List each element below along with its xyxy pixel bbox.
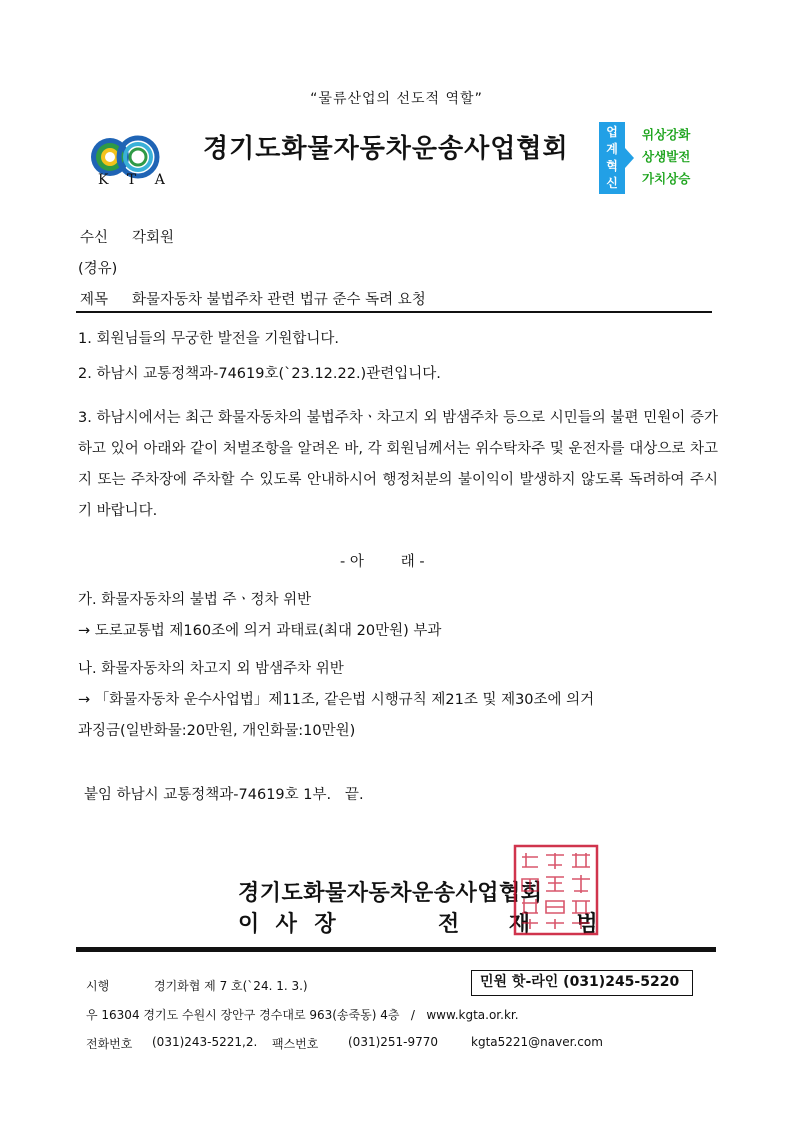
email-link[interactable]: kgta5221@naver.com	[471, 1035, 603, 1049]
item-ga-detail: → 도로교통법 제160조에 의거 과태료(최대 20만원) 부과	[78, 623, 442, 639]
signature-org: 경기도화물자동차운송사업협회	[238, 881, 543, 906]
footer-divider	[76, 947, 716, 952]
phone-label: 전화번호	[86, 1037, 133, 1051]
subject: 화물자동차 불법주차 관련 법규 준수 독려 요청	[132, 292, 426, 308]
logo-text: K T A	[98, 172, 172, 188]
subject-label: 제목	[80, 292, 109, 308]
slogan: “물류산업의 선도적 역할”	[310, 91, 483, 107]
badge-item: 가치상승	[642, 171, 691, 186]
phone: (031)243-5221,2.	[152, 1035, 258, 1049]
org-title: 경기도화물자동차운송사업협회	[203, 134, 569, 164]
recipient-label: 수신	[80, 230, 109, 246]
item-na-detail-2: 과징금(일반화물:20만원, 개인화물:10만원)	[78, 723, 356, 739]
issue-number: 경기화협 제 7 호(`24. 1. 3.)	[154, 979, 308, 993]
badge-item: 위상강화	[642, 127, 691, 142]
recipient: 각회원	[132, 230, 175, 246]
paragraph-3: 3. 하남시에서는 최근 화물자동차의 불법주차ㆍ차고지 외 밤샘주차 등으로 시민들의 불편 민원이 증가하고 있어 아래와 같이 처벌조항을 알려온 바, 각 회원님께서는 위수탁차주 및 운전자를 대상으로 차고지 또는 주차장에 주차할 수 있도록 안내하시어 행정처분의 불이익이 발생하지 않도록 독려하여 주시기 바랍니다.	[78, 410, 718, 519]
signature-name: 이 사 장 전 재 범	[238, 912, 598, 937]
hotline-box: 민원 핫-라인 (031)245-5220	[471, 970, 693, 996]
badge-list	[642, 124, 690, 190]
issue-label: 시행	[86, 979, 110, 993]
badge-item: 상생발전	[642, 149, 691, 164]
fax-label: 팩스번호	[272, 1037, 319, 1051]
paragraph-2: 2. 하남시 교통정책과-74619호(`23.12.22.)관련입니다.	[78, 366, 441, 382]
item-na-detail: → 「화물자동차 운수사업법」제11조, 같은법 시행규칙 제21조 및 제30조에 의거	[78, 692, 595, 708]
paragraph-1: 1. 회원님들의 무궁한 발전을 기원합니다.	[78, 331, 339, 347]
attachment: 붙임 하남시 교통정책과-74619호 1부. 끝.	[84, 787, 364, 803]
below-marker: - 아 래 -	[340, 554, 425, 570]
badge-arrow-icon	[625, 148, 634, 168]
subject-divider	[76, 311, 712, 313]
fax: (031)251-9770	[348, 1035, 439, 1049]
badge-vertical: 업 계 혁 신	[599, 122, 625, 194]
item-na: 나. 화물자동차의 차고지 외 밤샘주차 위반	[78, 661, 344, 677]
official-seal-icon	[512, 843, 600, 937]
innovation-badge	[599, 122, 701, 194]
address: 우 16304 경기도 수원시 장안구 경수대로 963(송죽동) 4층 / www.kgta.or.kr.	[86, 1008, 519, 1022]
item-ga: 가. 화물자동차의 불법 주ㆍ정차 위반	[78, 592, 312, 608]
via: (경유)	[78, 261, 118, 277]
